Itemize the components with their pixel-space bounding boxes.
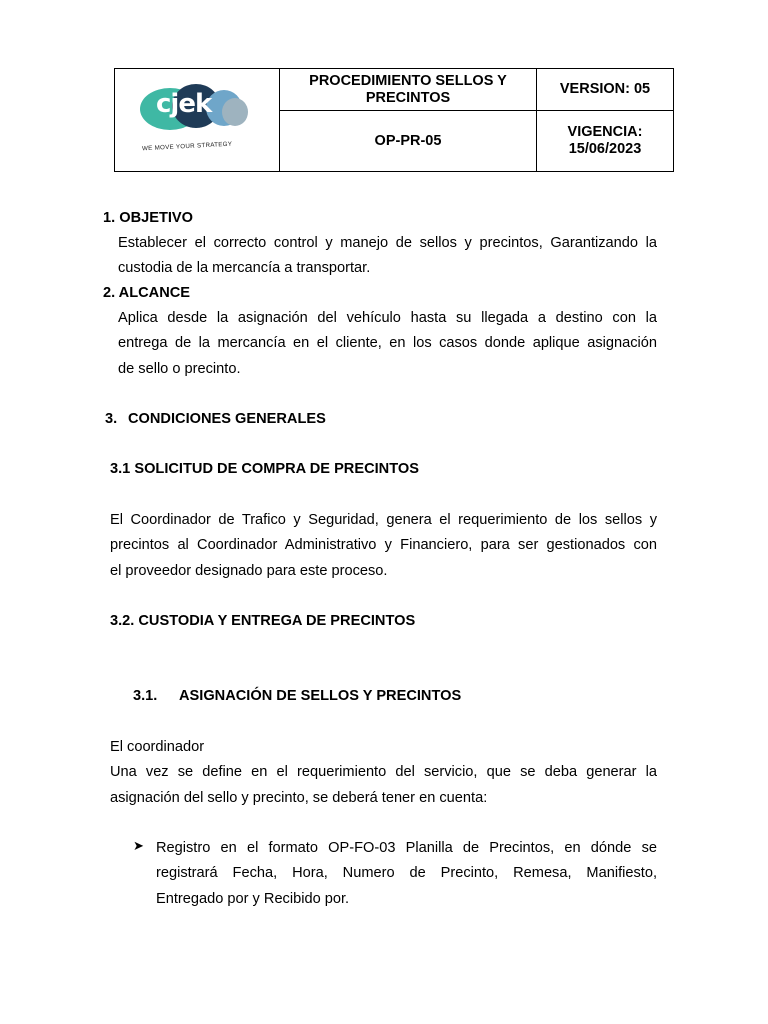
document-code: OP-PR-05 [374, 132, 442, 149]
document-code-cell [280, 111, 537, 172]
coordinator-line: El coordinador [110, 739, 205, 755]
section-2-line-1: Aplica desde la asignación del vehículo hasta su llegada a destino con la [118, 310, 657, 326]
vigencia-cell [537, 111, 674, 172]
section-3-number: 3. [105, 411, 118, 427]
document-title-line1: PROCEDIMIENTO SELLOS Y [309, 72, 507, 89]
section-2-heading: 2. ALCANCE [103, 285, 191, 301]
subsection-number: 3.1. [133, 688, 158, 704]
bullet-line-2: registrará Fecha, Hora, Numero de Precinto, Remesa, Manifiesto, [156, 865, 657, 882]
company-logo [132, 80, 262, 160]
document-title-cell [280, 69, 537, 111]
logo-wordmark: cjek [156, 89, 212, 119]
logo-tagline: WE MOVE YOUR STRATEGY [141, 140, 233, 153]
section-3-1-body [110, 508, 657, 584]
vigencia-label: VIGENCIA: [567, 124, 643, 140]
section-3-1-line-3: el proveedor designado para este proceso. [110, 562, 388, 579]
section-2-body [118, 306, 657, 382]
section-3-heading: CONDICIONES GENERALES [128, 411, 326, 427]
document-header-table [114, 68, 674, 172]
section-1-line-1: Establecer el correcto control y manejo de sellos y precintos, Garantizando la [118, 235, 657, 251]
assignment-line-2: asignación del sello y precinto, se deberá tener en cuenta: [110, 789, 488, 806]
bullet-line-3: Entregado por y Recibido por. [156, 890, 350, 907]
document-title-line2: PRECINTOS [365, 89, 451, 106]
bullet-item [156, 836, 657, 912]
subsection-heading: ASIGNACIÓN DE SELLOS Y PRECINTOS [179, 688, 462, 704]
section-3-1-heading: 3.1 SOLICITUD DE COMPRA DE PRECINTOS [110, 461, 419, 477]
version-label: VERSION: 05 [559, 81, 651, 97]
section-1-body [118, 231, 657, 282]
section-3-1-line-2: precintos al Coordinador Administrativo y Financiero, para ser gestionados con [110, 537, 657, 554]
assignment-line-1: Una vez se define en el requerimiento del servicio, que se deba generar la [110, 764, 657, 781]
section-1-heading: 1. OBJETIVO [103, 210, 194, 226]
bullet-line-1: Registro en el formato OP-FO-03 Planilla de Precintos, en dónde se [156, 840, 657, 856]
section-1-line-2: custodia de la mercancía a transportar. [118, 260, 371, 277]
arrow-bullet-icon: ➤ [133, 838, 144, 853]
section-2-line-3: de sello o precinto. [118, 360, 241, 377]
assignment-body [110, 735, 657, 811]
section-2-line-2: entrega de la mercancía en el cliente, en los casos donde aplique asignación [118, 335, 657, 352]
vigencia-date: 15/06/2023 [568, 141, 642, 157]
section-3-1-line-1: El Coordinador de Trafico y Seguridad, genera el requerimiento de los sellos y [110, 512, 657, 528]
logo-cell [115, 69, 280, 172]
section-3-2-heading: 3.2. CUSTODIA Y ENTREGA DE PRECINTOS [110, 613, 416, 629]
version-cell [537, 69, 674, 111]
